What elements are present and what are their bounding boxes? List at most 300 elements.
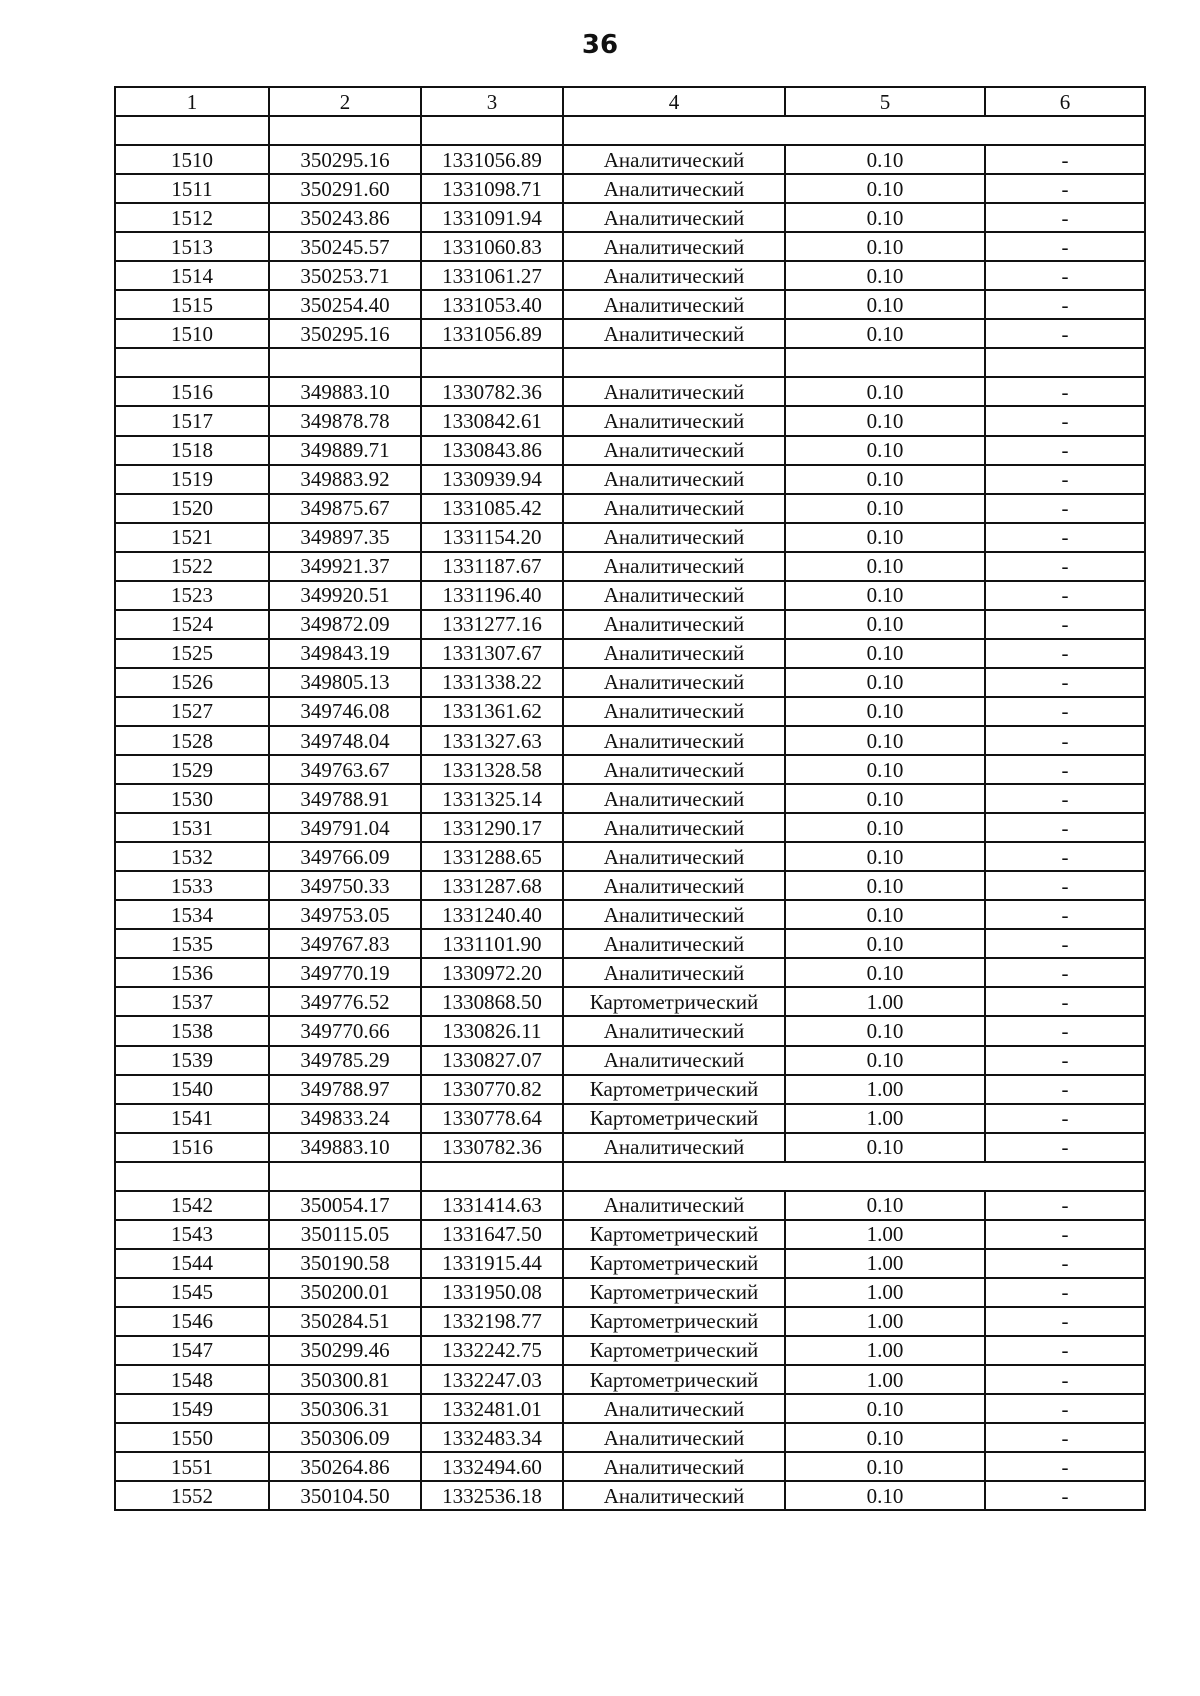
y-coordinate-cell: 1332198.77 — [421, 1307, 563, 1336]
y-coordinate-cell: 1331307.67 — [421, 639, 563, 668]
point-number-cell: 1514 — [115, 261, 269, 290]
empty-cell — [785, 348, 985, 377]
point-number-cell: 1518 — [115, 436, 269, 465]
table-row — [115, 1307, 1145, 1336]
column-header-3: 3 — [421, 87, 563, 116]
x-coordinate-cell: 349763.67 — [269, 755, 421, 784]
column-header-2: 2 — [269, 87, 421, 116]
accuracy-cell: 0.10 — [785, 494, 985, 523]
accuracy-cell: 0.10 — [785, 261, 985, 290]
table-row — [115, 319, 1145, 348]
table-row — [115, 1452, 1145, 1481]
y-coordinate-cell: 1331154.20 — [421, 523, 563, 552]
column-header-4: 4 — [563, 87, 785, 116]
note-cell: - — [985, 1133, 1145, 1162]
note-cell: - — [985, 871, 1145, 900]
empty-cell — [269, 348, 421, 377]
method-cell: Аналитический — [563, 1481, 785, 1510]
x-coordinate-cell: 350190.58 — [269, 1249, 421, 1278]
x-coordinate-cell: 349921.37 — [269, 552, 421, 581]
x-coordinate-cell: 349788.91 — [269, 784, 421, 813]
empty-cell — [421, 348, 563, 377]
accuracy-cell: 1.00 — [785, 987, 985, 1016]
y-coordinate-cell: 1331240.40 — [421, 900, 563, 929]
note-cell: - — [985, 494, 1145, 523]
x-coordinate-cell: 349872.09 — [269, 610, 421, 639]
note-cell: - — [985, 697, 1145, 726]
group-separator-row — [115, 348, 1145, 377]
point-number-cell: 1511 — [115, 174, 269, 203]
table-row — [115, 639, 1145, 668]
table-row — [115, 784, 1145, 813]
method-cell: Аналитический — [563, 406, 785, 435]
method-cell: Аналитический — [563, 1046, 785, 1075]
y-coordinate-cell: 1331098.71 — [421, 174, 563, 203]
column-header-1: 1 — [115, 87, 269, 116]
y-coordinate-cell: 1331061.27 — [421, 261, 563, 290]
y-coordinate-cell: 1331187.67 — [421, 552, 563, 581]
table-row — [115, 1394, 1145, 1423]
note-cell: - — [985, 1423, 1145, 1452]
note-cell: - — [985, 726, 1145, 755]
note-cell: - — [985, 1278, 1145, 1307]
accuracy-cell: 0.10 — [785, 232, 985, 261]
point-number-cell: 1528 — [115, 726, 269, 755]
accuracy-cell: 0.10 — [785, 1394, 985, 1423]
x-coordinate-cell: 350284.51 — [269, 1307, 421, 1336]
y-coordinate-cell: 1331053.40 — [421, 290, 563, 319]
page-number: 36 — [581, 30, 619, 60]
x-coordinate-cell: 349767.83 — [269, 929, 421, 958]
note-cell: - — [985, 1220, 1145, 1249]
table-row — [115, 610, 1145, 639]
x-coordinate-cell: 350253.71 — [269, 261, 421, 290]
note-cell: - — [985, 784, 1145, 813]
note-cell: - — [985, 929, 1145, 958]
x-coordinate-cell: 350243.86 — [269, 203, 421, 232]
y-coordinate-cell: 1332536.18 — [421, 1481, 563, 1510]
header-row — [115, 87, 1145, 116]
point-number-cell: 1527 — [115, 697, 269, 726]
method-cell: Картометрический — [563, 1307, 785, 1336]
y-coordinate-cell: 1331101.90 — [421, 929, 563, 958]
point-number-cell: 1536 — [115, 958, 269, 987]
note-cell: - — [985, 261, 1145, 290]
accuracy-cell: 0.10 — [785, 465, 985, 494]
table-row — [115, 377, 1145, 406]
y-coordinate-cell: 1330972.20 — [421, 958, 563, 987]
note-cell: - — [985, 1046, 1145, 1075]
x-coordinate-cell: 350299.46 — [269, 1336, 421, 1365]
x-coordinate-cell: 349878.78 — [269, 406, 421, 435]
method-cell: Аналитический — [563, 813, 785, 842]
accuracy-cell: 1.00 — [785, 1307, 985, 1336]
method-cell: Картометрический — [563, 987, 785, 1016]
table-row — [115, 523, 1145, 552]
method-cell: Аналитический — [563, 232, 785, 261]
y-coordinate-cell: 1331327.63 — [421, 726, 563, 755]
point-number-cell: 1537 — [115, 987, 269, 1016]
y-coordinate-cell: 1331056.89 — [421, 319, 563, 348]
note-cell: - — [985, 668, 1145, 697]
y-coordinate-cell: 1330827.07 — [421, 1046, 563, 1075]
method-cell: Аналитический — [563, 1394, 785, 1423]
empty-cell — [563, 348, 785, 377]
note-cell: - — [985, 1336, 1145, 1365]
x-coordinate-cell: 350254.40 — [269, 290, 421, 319]
accuracy-cell: 0.10 — [785, 871, 985, 900]
y-coordinate-cell: 1331290.17 — [421, 813, 563, 842]
note-cell: - — [985, 552, 1145, 581]
point-number-cell: 1531 — [115, 813, 269, 842]
empty-cell — [563, 1162, 1145, 1191]
group-separator-row — [115, 116, 1145, 145]
accuracy-cell: 0.10 — [785, 552, 985, 581]
method-cell: Картометрический — [563, 1365, 785, 1394]
note-cell: - — [985, 1365, 1145, 1394]
table-row — [115, 1481, 1145, 1510]
table-row — [115, 813, 1145, 842]
column-header-5: 5 — [785, 87, 985, 116]
note-cell: - — [985, 639, 1145, 668]
x-coordinate-cell: 350054.17 — [269, 1191, 421, 1220]
y-coordinate-cell: 1332481.01 — [421, 1394, 563, 1423]
table-row — [115, 1220, 1145, 1249]
accuracy-cell: 0.10 — [785, 145, 985, 174]
point-number-cell: 1510 — [115, 145, 269, 174]
method-cell: Аналитический — [563, 552, 785, 581]
x-coordinate-cell: 350306.31 — [269, 1394, 421, 1423]
y-coordinate-cell: 1330782.36 — [421, 1133, 563, 1162]
note-cell: - — [985, 900, 1145, 929]
point-number-cell: 1517 — [115, 406, 269, 435]
table-row — [115, 987, 1145, 1016]
x-coordinate-cell: 350300.81 — [269, 1365, 421, 1394]
method-cell: Аналитический — [563, 494, 785, 523]
method-cell: Аналитический — [563, 523, 785, 552]
y-coordinate-cell: 1330782.36 — [421, 377, 563, 406]
note-cell: - — [985, 1016, 1145, 1045]
method-cell: Аналитический — [563, 261, 785, 290]
accuracy-cell: 0.10 — [785, 1016, 985, 1045]
note-cell: - — [985, 145, 1145, 174]
note-cell: - — [985, 1394, 1145, 1423]
x-coordinate-cell: 349833.24 — [269, 1104, 421, 1133]
point-number-cell: 1552 — [115, 1481, 269, 1510]
x-coordinate-cell: 349889.71 — [269, 436, 421, 465]
accuracy-cell: 0.10 — [785, 668, 985, 697]
accuracy-cell: 0.10 — [785, 813, 985, 842]
x-coordinate-cell: 350245.57 — [269, 232, 421, 261]
y-coordinate-cell: 1331288.65 — [421, 842, 563, 871]
accuracy-cell: 0.10 — [785, 639, 985, 668]
note-cell: - — [985, 232, 1145, 261]
note-cell: - — [985, 755, 1145, 784]
table-row — [115, 465, 1145, 494]
point-number-cell: 1512 — [115, 203, 269, 232]
table-row — [115, 697, 1145, 726]
point-number-cell: 1532 — [115, 842, 269, 871]
method-cell: Аналитический — [563, 436, 785, 465]
table-row — [115, 1365, 1145, 1394]
accuracy-cell: 1.00 — [785, 1075, 985, 1104]
y-coordinate-cell: 1331338.22 — [421, 668, 563, 697]
point-number-cell: 1546 — [115, 1307, 269, 1336]
accuracy-cell: 0.10 — [785, 784, 985, 813]
method-cell: Аналитический — [563, 668, 785, 697]
point-number-cell: 1526 — [115, 668, 269, 697]
point-number-cell: 1513 — [115, 232, 269, 261]
x-coordinate-cell: 350115.05 — [269, 1220, 421, 1249]
method-cell: Аналитический — [563, 784, 785, 813]
x-coordinate-cell: 349753.05 — [269, 900, 421, 929]
note-cell: - — [985, 1075, 1145, 1104]
note-cell: - — [985, 842, 1145, 871]
x-coordinate-cell: 349843.19 — [269, 639, 421, 668]
y-coordinate-cell: 1331060.83 — [421, 232, 563, 261]
y-coordinate-cell: 1330843.86 — [421, 436, 563, 465]
method-cell: Аналитический — [563, 377, 785, 406]
method-cell: Картометрический — [563, 1278, 785, 1307]
x-coordinate-cell: 350295.16 — [269, 319, 421, 348]
empty-cell — [115, 348, 269, 377]
table-body — [115, 116, 1145, 1510]
table-row — [115, 668, 1145, 697]
accuracy-cell: 0.10 — [785, 1191, 985, 1220]
table-row — [115, 1133, 1145, 1162]
table-row — [115, 1075, 1145, 1104]
y-coordinate-cell: 1331647.50 — [421, 1220, 563, 1249]
x-coordinate-cell: 349788.97 — [269, 1075, 421, 1104]
y-coordinate-cell: 1331325.14 — [421, 784, 563, 813]
table-row — [115, 1104, 1145, 1133]
accuracy-cell: 0.10 — [785, 726, 985, 755]
accuracy-cell: 0.10 — [785, 406, 985, 435]
point-number-cell: 1549 — [115, 1394, 269, 1423]
table-header — [115, 87, 1145, 116]
accuracy-cell: 0.10 — [785, 958, 985, 987]
x-coordinate-cell: 349746.08 — [269, 697, 421, 726]
table-row — [115, 436, 1145, 465]
table-row — [115, 842, 1145, 871]
method-cell: Аналитический — [563, 726, 785, 755]
accuracy-cell: 1.00 — [785, 1104, 985, 1133]
note-cell: - — [985, 1452, 1145, 1481]
note-cell: - — [985, 523, 1145, 552]
note-cell: - — [985, 1191, 1145, 1220]
point-number-cell: 1539 — [115, 1046, 269, 1075]
method-cell: Аналитический — [563, 958, 785, 987]
point-number-cell: 1544 — [115, 1249, 269, 1278]
table-row — [115, 1016, 1145, 1045]
method-cell: Аналитический — [563, 174, 785, 203]
point-number-cell: 1535 — [115, 929, 269, 958]
accuracy-cell: 0.10 — [785, 523, 985, 552]
note-cell: - — [985, 406, 1145, 435]
accuracy-cell: 0.10 — [785, 755, 985, 784]
x-coordinate-cell: 350291.60 — [269, 174, 421, 203]
method-cell: Аналитический — [563, 610, 785, 639]
point-number-cell: 1515 — [115, 290, 269, 319]
x-coordinate-cell: 349805.13 — [269, 668, 421, 697]
method-cell: Аналитический — [563, 145, 785, 174]
point-number-cell: 1525 — [115, 639, 269, 668]
y-coordinate-cell: 1331085.42 — [421, 494, 563, 523]
table-row — [115, 726, 1145, 755]
point-number-cell: 1542 — [115, 1191, 269, 1220]
note-cell: - — [985, 203, 1145, 232]
method-cell: Картометрический — [563, 1336, 785, 1365]
y-coordinate-cell: 1332494.60 — [421, 1452, 563, 1481]
point-number-cell: 1543 — [115, 1220, 269, 1249]
point-number-cell: 1524 — [115, 610, 269, 639]
method-cell: Аналитический — [563, 900, 785, 929]
table-row — [115, 1249, 1145, 1278]
point-number-cell: 1534 — [115, 900, 269, 929]
point-number-cell: 1547 — [115, 1336, 269, 1365]
x-coordinate-cell: 349748.04 — [269, 726, 421, 755]
y-coordinate-cell: 1331414.63 — [421, 1191, 563, 1220]
empty-cell — [563, 116, 1145, 145]
empty-cell — [269, 1162, 421, 1191]
x-coordinate-cell: 349750.33 — [269, 871, 421, 900]
x-coordinate-cell: 349785.29 — [269, 1046, 421, 1075]
note-cell: - — [985, 987, 1145, 1016]
x-coordinate-cell: 349875.67 — [269, 494, 421, 523]
method-cell: Аналитический — [563, 1452, 785, 1481]
accuracy-cell: 0.10 — [785, 900, 985, 929]
point-number-cell: 1548 — [115, 1365, 269, 1394]
accuracy-cell: 0.10 — [785, 1133, 985, 1162]
x-coordinate-cell: 349770.19 — [269, 958, 421, 987]
x-coordinate-cell: 349897.35 — [269, 523, 421, 552]
note-cell: - — [985, 1481, 1145, 1510]
table-row — [115, 290, 1145, 319]
x-coordinate-cell: 349883.10 — [269, 1133, 421, 1162]
table-row — [115, 871, 1145, 900]
coordinates-table — [114, 86, 1146, 1511]
note-cell: - — [985, 290, 1145, 319]
y-coordinate-cell: 1331091.94 — [421, 203, 563, 232]
method-cell: Аналитический — [563, 581, 785, 610]
method-cell: Аналитический — [563, 929, 785, 958]
accuracy-cell: 0.10 — [785, 697, 985, 726]
point-number-cell: 1510 — [115, 319, 269, 348]
empty-cell — [269, 116, 421, 145]
method-cell: Аналитический — [563, 319, 785, 348]
method-cell: Картометрический — [563, 1249, 785, 1278]
accuracy-cell: 0.10 — [785, 929, 985, 958]
point-number-cell: 1545 — [115, 1278, 269, 1307]
point-number-cell: 1533 — [115, 871, 269, 900]
table-row — [115, 581, 1145, 610]
column-header-6: 6 — [985, 87, 1145, 116]
group-separator-row — [115, 1162, 1145, 1191]
accuracy-cell: 0.10 — [785, 1423, 985, 1452]
point-number-cell: 1521 — [115, 523, 269, 552]
point-number-cell: 1551 — [115, 1452, 269, 1481]
note-cell: - — [985, 319, 1145, 348]
point-number-cell: 1516 — [115, 377, 269, 406]
accuracy-cell: 0.10 — [785, 290, 985, 319]
note-cell: - — [985, 813, 1145, 842]
x-coordinate-cell: 350264.86 — [269, 1452, 421, 1481]
method-cell: Аналитический — [563, 1016, 785, 1045]
accuracy-cell: 0.10 — [785, 842, 985, 871]
method-cell: Аналитический — [563, 203, 785, 232]
table-row — [115, 1423, 1145, 1452]
y-coordinate-cell: 1330868.50 — [421, 987, 563, 1016]
x-coordinate-cell: 349776.52 — [269, 987, 421, 1016]
point-number-cell: 1516 — [115, 1133, 269, 1162]
note-cell: - — [985, 958, 1145, 987]
table-row — [115, 958, 1145, 987]
x-coordinate-cell: 349883.92 — [269, 465, 421, 494]
method-cell: Аналитический — [563, 1133, 785, 1162]
y-coordinate-cell: 1331196.40 — [421, 581, 563, 610]
y-coordinate-cell: 1330778.64 — [421, 1104, 563, 1133]
table-row — [115, 261, 1145, 290]
point-number-cell: 1522 — [115, 552, 269, 581]
y-coordinate-cell: 1332483.34 — [421, 1423, 563, 1452]
point-number-cell: 1523 — [115, 581, 269, 610]
accuracy-cell: 0.10 — [785, 581, 985, 610]
y-coordinate-cell: 1331361.62 — [421, 697, 563, 726]
note-cell: - — [985, 1249, 1145, 1278]
point-number-cell: 1541 — [115, 1104, 269, 1133]
y-coordinate-cell: 1330826.11 — [421, 1016, 563, 1045]
point-number-cell: 1538 — [115, 1016, 269, 1045]
y-coordinate-cell: 1331950.08 — [421, 1278, 563, 1307]
method-cell: Аналитический — [563, 755, 785, 784]
accuracy-cell: 0.10 — [785, 377, 985, 406]
x-coordinate-cell: 350200.01 — [269, 1278, 421, 1307]
point-number-cell: 1520 — [115, 494, 269, 523]
x-coordinate-cell: 350104.50 — [269, 1481, 421, 1510]
table-row — [115, 900, 1145, 929]
table-row — [115, 1046, 1145, 1075]
accuracy-cell: 0.10 — [785, 1046, 985, 1075]
empty-cell — [985, 348, 1145, 377]
table-row — [115, 494, 1145, 523]
x-coordinate-cell: 350295.16 — [269, 145, 421, 174]
point-number-cell: 1540 — [115, 1075, 269, 1104]
table-row — [115, 552, 1145, 581]
x-coordinate-cell: 350306.09 — [269, 1423, 421, 1452]
y-coordinate-cell: 1331287.68 — [421, 871, 563, 900]
method-cell: Картометрический — [563, 1104, 785, 1133]
method-cell: Аналитический — [563, 639, 785, 668]
table-row — [115, 203, 1145, 232]
note-cell: - — [985, 1104, 1145, 1133]
point-number-cell: 1519 — [115, 465, 269, 494]
y-coordinate-cell: 1331328.58 — [421, 755, 563, 784]
y-coordinate-cell: 1330939.94 — [421, 465, 563, 494]
x-coordinate-cell: 349770.66 — [269, 1016, 421, 1045]
accuracy-cell: 1.00 — [785, 1336, 985, 1365]
table-row — [115, 1191, 1145, 1220]
x-coordinate-cell: 349920.51 — [269, 581, 421, 610]
x-coordinate-cell: 349791.04 — [269, 813, 421, 842]
method-cell: Аналитический — [563, 842, 785, 871]
point-number-cell: 1530 — [115, 784, 269, 813]
table-row — [115, 929, 1145, 958]
x-coordinate-cell: 349766.09 — [269, 842, 421, 871]
method-cell: Аналитический — [563, 871, 785, 900]
table-row — [115, 1336, 1145, 1365]
accuracy-cell: 0.10 — [785, 610, 985, 639]
empty-cell — [421, 116, 563, 145]
